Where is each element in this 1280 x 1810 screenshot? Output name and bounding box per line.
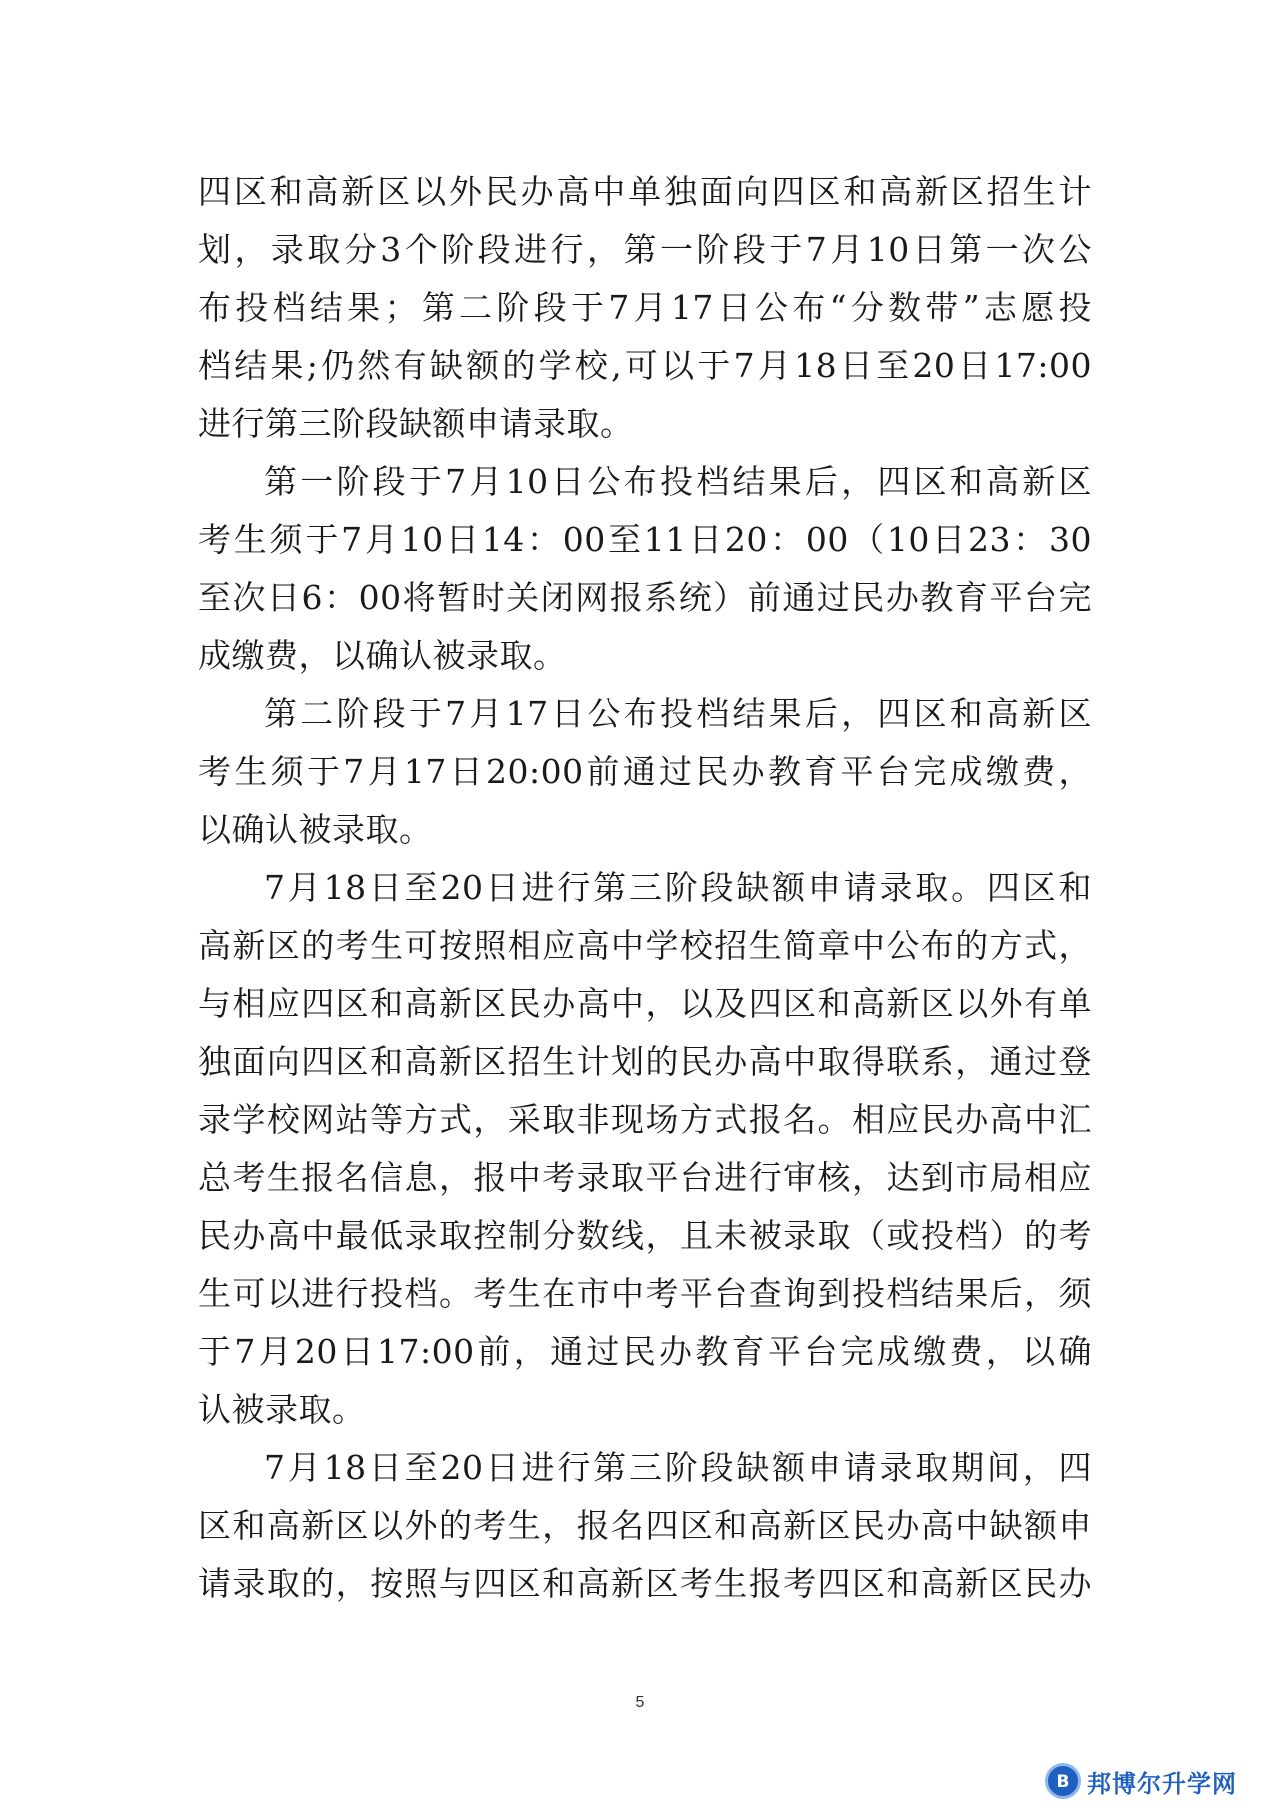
text-line: 划，录取分3个阶段进行，第一阶段于7月10日第一次公	[198, 230, 1092, 269]
text-line: 7月18日至20日进行第三阶段缺额申请录取期间，四	[264, 1448, 1092, 1487]
text-line: 档结果;仍然有缺额的学校,可以于7月18日至20日17:00	[198, 346, 1092, 385]
text-line: 以确认被录取。	[198, 810, 433, 849]
text-line: 四区和高新区以外民办高中单独面向四区和高新区招生计	[198, 172, 1092, 211]
text-line: 独面向四区和高新区招生计划的民办高中取得联系，通过登	[198, 1042, 1092, 1081]
text-line: 考生须于7月10日14：00至11日20：00（10日23：30	[198, 520, 1092, 559]
watermark	[1045, 1763, 1237, 1799]
text-line: 总考生报名信息，报中考录取平台进行审核，达到市局相应	[198, 1158, 1092, 1197]
text-line: 高新区的考生可按照相应高中学校招生简章中公布的方式，	[198, 926, 1092, 965]
text-line: 7月18日至20日进行第三阶段缺额申请录取。四区和	[264, 868, 1092, 907]
text-line: 第一阶段于7月10日公布投档结果后，四区和高新区	[264, 462, 1092, 501]
text-line: 生可以进行投档。考生在市中考平台查询到投档结果后，须	[198, 1274, 1092, 1313]
text-line: 于7月20日17:00前，通过民办教育平台完成缴费，以确	[198, 1332, 1092, 1371]
text-line: 认被录取。	[198, 1390, 366, 1429]
text-line: 布投档结果；第二阶段于7月17日公布“分数带”志愿投	[198, 288, 1092, 327]
document-body	[198, 163, 1092, 1613]
text-line: 第二阶段于7月17日公布投档结果后，四区和高新区	[264, 694, 1092, 733]
page-number: 5	[635, 1694, 645, 1711]
text-line: 成缴费，以确认被录取。	[198, 636, 567, 675]
text-line: 民办高中最低录取控制分数线，且未被录取（或投档）的考	[198, 1216, 1092, 1255]
text-line: 考生须于7月17日20:00前通过民办教育平台完成缴费，	[198, 752, 1092, 791]
text-line: 与相应四区和高新区民办高中，以及四区和高新区以外有单	[198, 984, 1092, 1023]
text-line: 请录取的，按照与四区和高新区考生报考四区和高新区民办	[198, 1564, 1092, 1603]
watermark-text: 邦博尔升学网	[1087, 1769, 1237, 1798]
watermark-logo-icon	[1045, 1763, 1081, 1799]
text-line: 录学校网站等方式，采取非现场方式报名。相应民办高中汇	[198, 1100, 1092, 1139]
text-line: 至次日6：00将暂时关闭网报系统）前通过民办教育平台完	[198, 578, 1092, 617]
text-line: 区和高新区以外的考生，报名四区和高新区民办高中缺额申	[198, 1506, 1092, 1545]
svg-text:B: B	[1056, 1772, 1070, 1792]
text-line: 进行第三阶段缺额申请录取。	[198, 404, 634, 443]
